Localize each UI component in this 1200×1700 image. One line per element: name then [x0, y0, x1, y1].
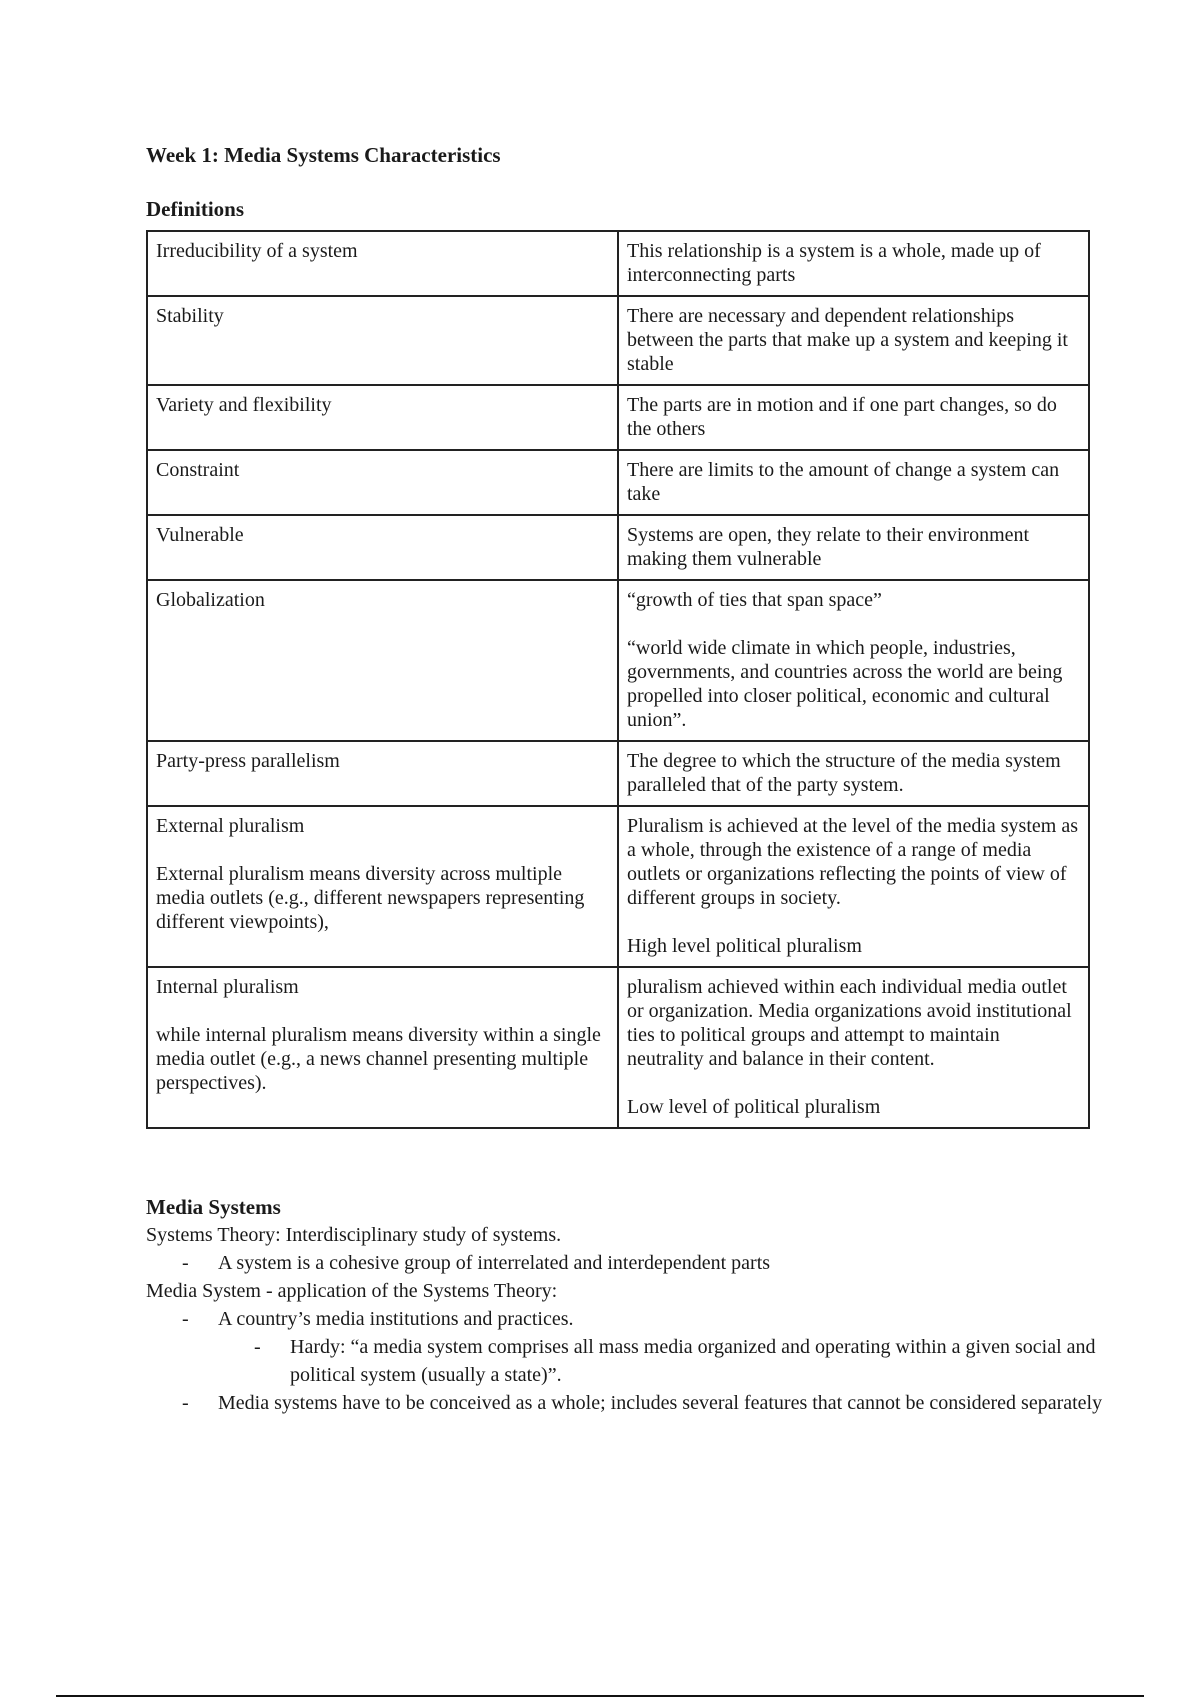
definition-text: There are limits to the amount of change a system can take	[627, 459, 1060, 505]
term-cell	[147, 806, 618, 967]
definition-cell	[618, 741, 1089, 806]
definition-text: The degree to which the structure of the media system paralleled that of the party system.	[627, 750, 1061, 796]
term-text: Variety and flexibility	[156, 394, 332, 416]
term-text: Irreducibility of a system	[156, 240, 358, 262]
table-row	[147, 967, 1089, 1128]
term-text: Party-press parallelism	[156, 750, 340, 772]
term-cell	[147, 231, 618, 296]
definition-cell	[618, 515, 1089, 580]
table-row	[147, 450, 1089, 515]
bullet-dash: -	[182, 1392, 189, 1414]
definition-text: pluralism achieved within each individual media outlet or organization. Media organizations avoid institutional ties to political groups and attempt to maintain neutrality and balance in their content.	[627, 976, 1072, 1070]
term-cell	[147, 385, 618, 450]
table-row	[147, 515, 1089, 580]
list-item-text: A system is a cohesive group of interrelated and interdependent parts	[218, 1252, 771, 1274]
list-item-text: Media systems have to be conceived as a whole; includes several features that cannot be considered separately	[218, 1392, 1103, 1414]
definition-text: “world wide climate in which people, industries, governments, and countries across the world are being propelled into closer political, economic and cultural union”.	[627, 637, 1063, 731]
definition-text: Pluralism is achieved at the level of the media system as a whole, through the existence of a range of media outlets or organizations reflecting the points of view of different groups in society.	[627, 815, 1078, 909]
term-cell	[147, 741, 618, 806]
term-text: Constraint	[156, 459, 240, 481]
definition-text: The parts are in motion and if one part changes, so do the others	[627, 394, 1057, 440]
term-cell	[147, 450, 618, 515]
term-cell	[147, 515, 618, 580]
definitions-heading: Definitions	[146, 197, 245, 221]
term-note: External pluralism means diversity across multiple media outlets (e.g., different newspapers representing different viewpoints),	[156, 863, 585, 933]
footer-divider	[56, 1695, 1144, 1697]
definition-text: This relationship is a system is a whole, made up of interconnecting parts	[627, 240, 1041, 286]
table-row	[147, 385, 1089, 450]
definition-text: “growth of ties that span space”	[627, 589, 882, 611]
list-item-text: Hardy: “a media system comprises all mass media organized and operating within a given social and political system (usually a state)”.	[290, 1336, 1096, 1386]
list-item	[146, 1389, 1106, 1417]
definition-cell	[618, 450, 1089, 515]
definition-text: High level political pluralism	[627, 935, 862, 957]
definition-text: Systems are open, they relate to their environment making them vulnerable	[627, 524, 1030, 570]
table-row	[147, 806, 1089, 967]
term-cell	[147, 967, 618, 1128]
term-text: Vulnerable	[156, 524, 244, 546]
term-cell	[147, 296, 618, 385]
definition-cell	[618, 580, 1089, 741]
definition-cell	[618, 296, 1089, 385]
term-text: Stability	[156, 305, 224, 327]
list-item-text: A country’s media institutions and practices.	[218, 1308, 574, 1330]
bullet-dash: -	[182, 1308, 189, 1330]
bullet-dash: -	[254, 1336, 261, 1358]
term-cell	[147, 580, 618, 741]
term-text: Globalization	[156, 589, 265, 611]
media-systems-heading: Media Systems	[146, 1195, 281, 1219]
page-title: Week 1: Media Systems Characteristics	[146, 143, 501, 167]
systems-theory-line: Systems Theory: Interdisciplinary study of systems.	[146, 1224, 562, 1246]
definitions-table	[146, 230, 1090, 1129]
table-row	[147, 231, 1089, 296]
definition-text: Low level of political pluralism	[627, 1096, 881, 1118]
term-text: Internal pluralism	[156, 976, 299, 998]
media-system-line: Media System - application of the Systems Theory:	[146, 1280, 558, 1302]
list-item	[146, 1305, 1106, 1333]
definition-cell	[618, 231, 1089, 296]
table-row	[147, 296, 1089, 385]
table-row	[147, 741, 1089, 806]
definition-cell	[618, 967, 1089, 1128]
table-row	[147, 580, 1089, 741]
term-note: while internal pluralism means diversity within a single media outlet (e.g., a news channel presenting multiple perspectives).	[156, 1024, 601, 1094]
media-systems-section	[146, 1193, 1106, 1417]
list-item	[146, 1333, 1106, 1389]
definition-text: There are necessary and dependent relationships between the parts that make up a system and keeping it stable	[627, 305, 1068, 375]
bullet-dash: -	[182, 1252, 189, 1274]
list-item	[146, 1249, 1106, 1277]
term-text: External pluralism	[156, 815, 305, 837]
definition-cell	[618, 806, 1089, 967]
definition-cell	[618, 385, 1089, 450]
